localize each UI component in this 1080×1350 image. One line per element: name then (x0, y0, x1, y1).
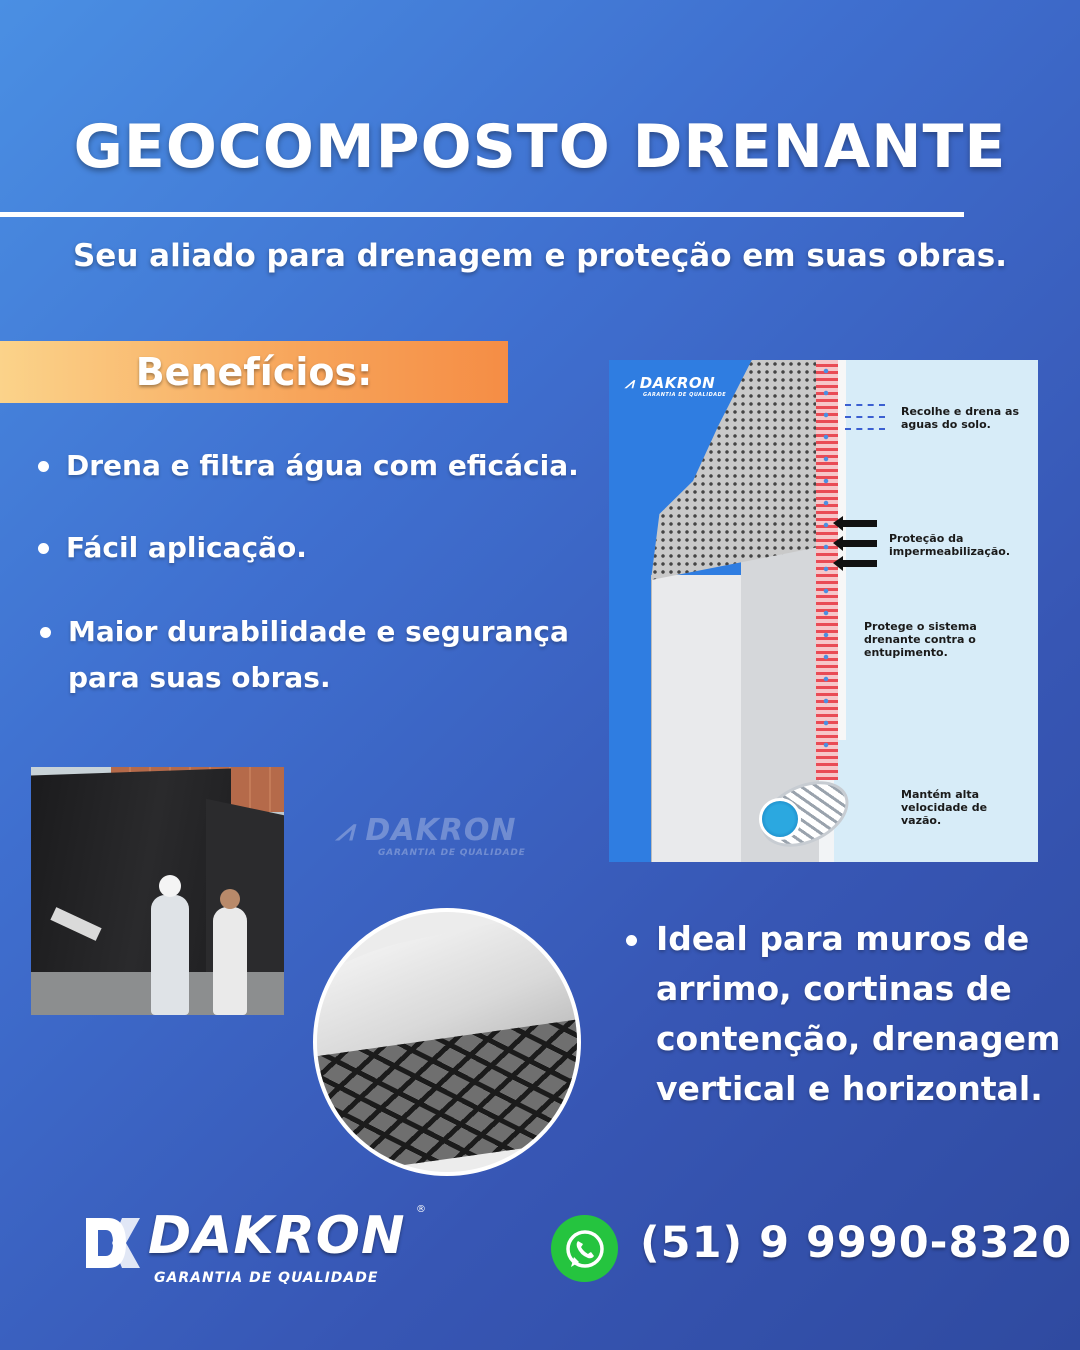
arrow-left-icon (841, 540, 877, 547)
phone-number[interactable]: (51) 9 9990-8320 (640, 1218, 1073, 1268)
benefit-item-drainage: Drena e filtra água com eficácia. (36, 443, 596, 489)
diagram-logo: ⩘ DAKRON GARANTIA DE QUALIDADE (625, 374, 727, 398)
benefit-item-easy-application: Fácil aplicação. (36, 525, 596, 571)
callout-flow: Mantém alta velocidade de vazão. (901, 788, 988, 827)
watermark-logo: ⩘ DAKRON GARANTIA DE QUALIDADE (336, 813, 526, 858)
dakron-logo-icon (82, 1214, 144, 1272)
phone-handset-icon (563, 1227, 607, 1271)
dakron-logo-icon: ⩘ (336, 813, 366, 848)
page-title: GEOCOMPOSTO DRENANTE (73, 112, 1007, 182)
benefit-item-durability: Maior durabilidade e segurança para suas obras. (38, 609, 598, 701)
worker-figure (213, 907, 247, 1015)
benefits-banner (0, 341, 508, 403)
benefits-heading: Benefícios: (135, 350, 373, 394)
arrow-left-icon (841, 560, 877, 567)
worker-figure (151, 895, 189, 1015)
callout-clogging: Protege o sistema drenante contra o entupimento. (864, 620, 977, 659)
callout-collect: Recolhe e drena as aguas do solo. (901, 405, 1020, 431)
registered-mark: ® (416, 1204, 426, 1215)
product-closeup-photo (313, 908, 581, 1176)
brand-tagline: GARANTIA DE QUALIDADE (154, 1270, 379, 1286)
installation-photo (31, 767, 284, 1015)
callout-protection: Proteção da impermeabilização. (889, 532, 1011, 558)
page-subtitle: Seu aliado para drenagem e proteção em suas obras. (72, 238, 1008, 274)
water-flow-icon (845, 404, 885, 407)
title-divider (0, 212, 964, 217)
benefit-item-ideal-uses: Ideal para muros de arrimo, cortinas de contenção, drenagem vertical e horizontal. (624, 914, 1064, 1114)
product-diagram (609, 360, 1038, 862)
brand-name: DAKRON (148, 1206, 406, 1266)
whatsapp-icon[interactable] (551, 1215, 618, 1282)
arrow-left-icon (841, 520, 877, 527)
dakron-logo-icon: ⩘ (625, 374, 640, 392)
